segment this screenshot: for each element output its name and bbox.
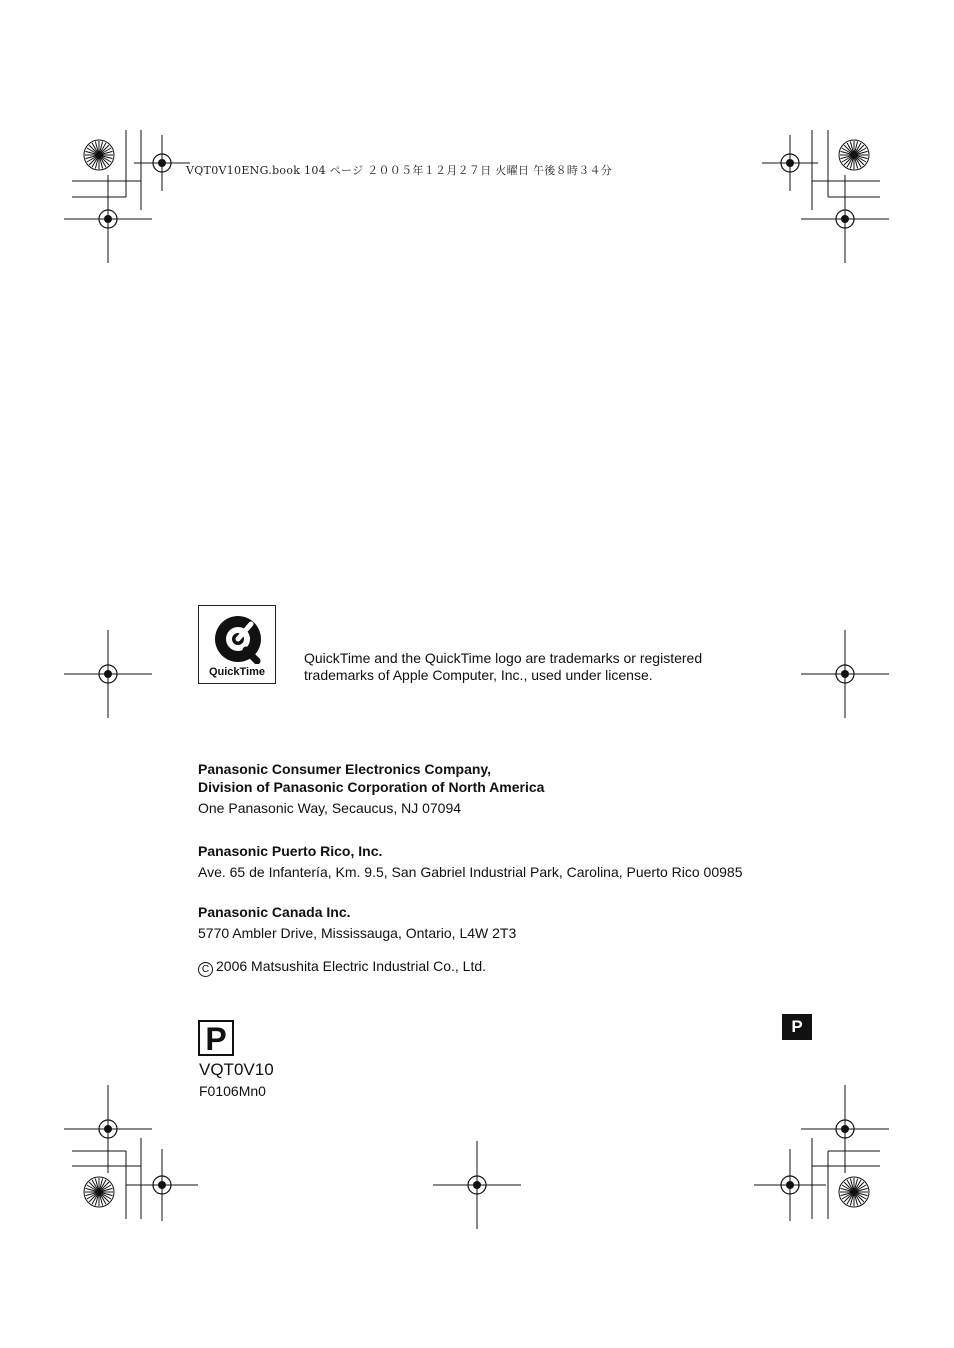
quicktime-logo (198, 605, 276, 684)
registration-target-dot (841, 1125, 849, 1133)
company-name: Panasonic Canada Inc. (198, 904, 351, 920)
company-name: Panasonic Puerto Rico, Inc. (198, 843, 383, 859)
company-block-canada (198, 903, 818, 942)
registration-target-dot (104, 1125, 112, 1133)
language-tab-p: P (782, 1014, 812, 1040)
copyright-text: 2006 Matsushita Electric Industrial Co., Ltd. (216, 958, 487, 974)
company-block-puerto-rico (198, 842, 818, 881)
registration-target-dot (158, 159, 166, 167)
registration-target-dot (473, 1181, 481, 1189)
company-division: Division of Panasonic Corporation of North America (198, 779, 545, 795)
company-address: 5770 Ambler Drive, Mississauga, Ontario, L4W 2T3 (198, 925, 517, 941)
company-address: One Panasonic Way, Secaucus, NJ 07094 (198, 800, 462, 816)
print-header-line: VQT0V10ENG.book 104 ページ ２００５年１２月２７日 火曜日 午後８時３４分 (186, 164, 613, 177)
p-mark-box: P (198, 1020, 234, 1056)
copyright-icon: C (198, 962, 213, 977)
registration-target-dot (158, 1181, 166, 1189)
model-number: VQT0V10 (199, 1060, 274, 1079)
registration-target-dot (786, 1181, 794, 1189)
quicktime-trademark-notice: QuickTime and the QuickTime logo are trademarks or registered trademarks of Apple Computer, Inc., used under license. (304, 650, 703, 683)
registration-target-dot (786, 159, 794, 167)
company-name: Panasonic Consumer Electronics Company, (198, 761, 492, 777)
copyright-line (198, 958, 486, 977)
company-block-consumer-electronics (198, 760, 818, 817)
quicktime-q-icon (213, 614, 263, 664)
print-code: F0106Mn0 (199, 1083, 266, 1099)
registration-target-dot (104, 670, 112, 678)
registration-target-dot (841, 670, 849, 678)
registration-target-dot (104, 215, 112, 223)
quicktime-logo-label: QuickTime (208, 666, 266, 678)
registration-target-dot (841, 215, 849, 223)
company-address: Ave. 65 de Infantería, Km. 9.5, San Gabriel Industrial Park, Carolina, Puerto Rico 00985 (198, 864, 743, 880)
